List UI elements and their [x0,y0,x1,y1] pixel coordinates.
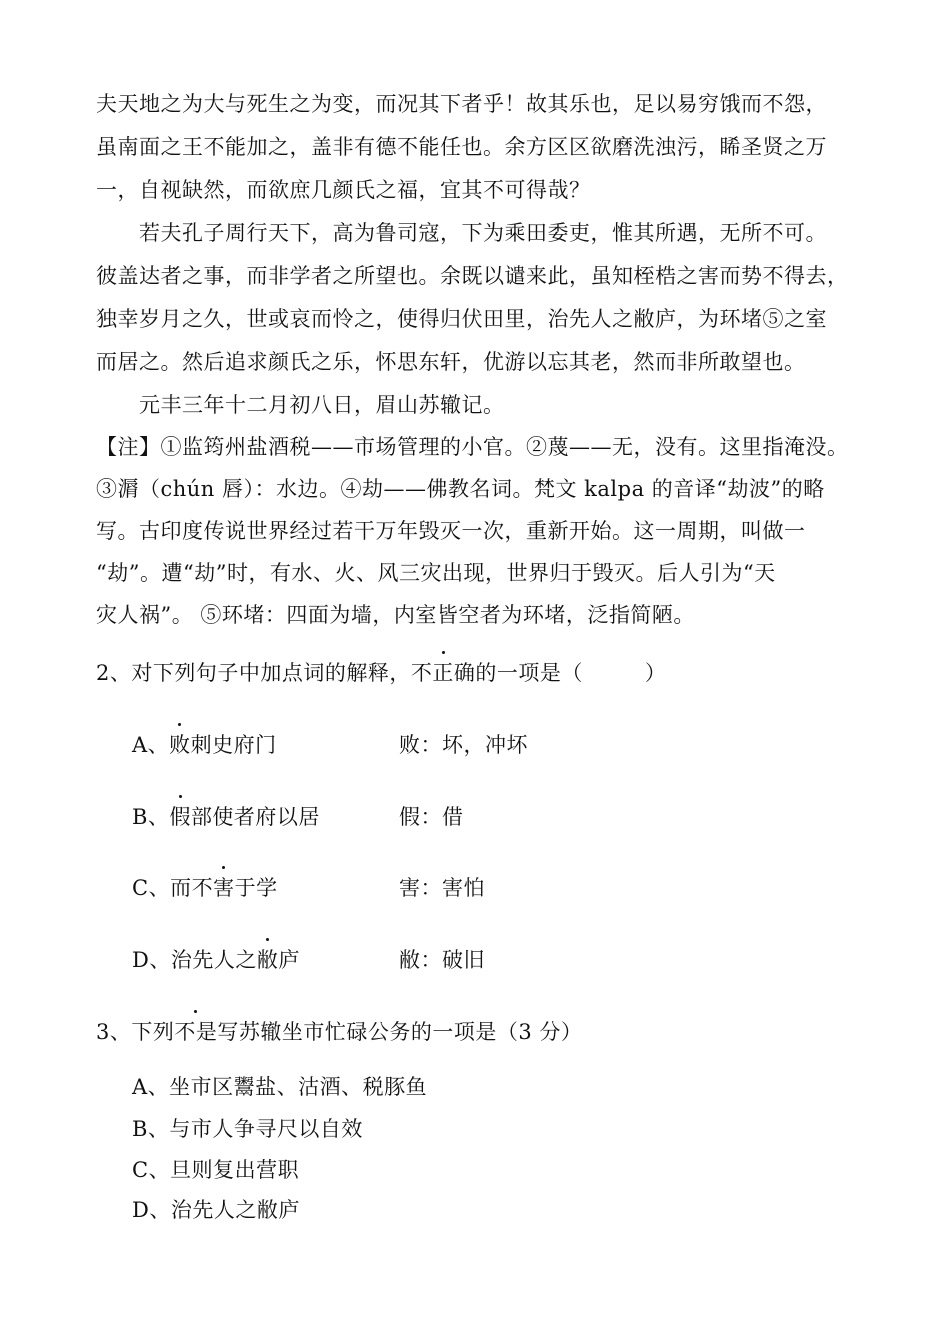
option-d[interactable]: D、治先人之敝庐 [132,1198,300,1222]
passage-signature: 元丰三年十二月初八日，眉山苏辙记。 [139,393,505,417]
passage-line: 一，自视缺然，而欲庶几颜氏之福，宜其不可得哉？ [96,178,591,202]
option-a[interactable]: A、败刺史府门 [132,733,277,757]
dotted-emphasis: 不正确 [410,661,476,685]
passage-line: 若夫孔子周行天下，高为鲁司寇，下为乘田委吏，惟其所遇，无所不可。 [139,221,827,245]
note-line: 写。古印度传说世界经过若干万年毁灭一次，重新开始。这一周期，叫做一 [96,519,806,543]
option-d-gloss: 敝：破旧 [399,948,485,972]
option-a[interactable]: A、坐市区鬻盐、沽酒、税豚鱼 [132,1075,428,1099]
option-b[interactable]: B、与市人争寻尺以自效 [132,1117,363,1141]
passage-line: 虽南面之王不能加之，盖非有德不能任也。余方区区欲磨洗浊污，睎圣贤之万 [96,135,827,159]
question-3-stem: 3、下列不是写苏辙坐市忙碌公务的一项是（3 分） [96,1020,583,1044]
option-c[interactable]: C、而不害于学 [132,876,278,900]
passage-line: 彼盖达者之事，而非学者之所望也。余既以谴来此，虽知桎梏之害而势不得去， [96,264,849,288]
option-b-gloss: 假：借 [399,805,464,829]
note-line: 灾人祸”。 ⑤环堵：四面为墙，内室皆空者为环堵，泛指简陋。 [96,603,695,627]
note-line: 【注】①监筠州盐酒税——市场管理的小官。②蔑——无，没有。这里指淹没。 [96,435,849,459]
option-a-gloss: 败：坏，冲坏 [399,733,528,757]
question-2-stem: 2、对下列句子中加点词的解释，不正确的一项是（ ） [96,661,667,685]
passage-line: 而居之。然后追求颜氏之乐，怀思东轩，优游以忘其老，然而非所敢望也。 [96,350,806,374]
note-line: ③漘（chún 唇）：水边。④劫——佛教名词。梵文 kalpa 的音译“劫波”的略 [96,477,825,501]
option-d[interactable]: D、治先人之敝庐 [132,948,300,972]
passage-line: 夫天地之为大与死生之为变，而况其下者乎！故其乐也，足以易穷饿而不怨， [96,92,827,116]
option-c[interactable]: C、旦则复出营职 [132,1158,300,1182]
note-line: “劫”。遭“劫”时，有水、火、风三灾出现，世界归于毁灭。后人引为“天 [96,561,776,585]
option-c-gloss: 害：害怕 [399,876,485,900]
dotted-emphasis: 不是 [174,1020,218,1044]
option-b[interactable]: B、假部使者府以居 [132,805,320,829]
passage-line: 独幸岁月之久，世或哀而怜之，使得归伏田里，治先人之敝庐，为环堵⑤之室 [96,307,827,331]
